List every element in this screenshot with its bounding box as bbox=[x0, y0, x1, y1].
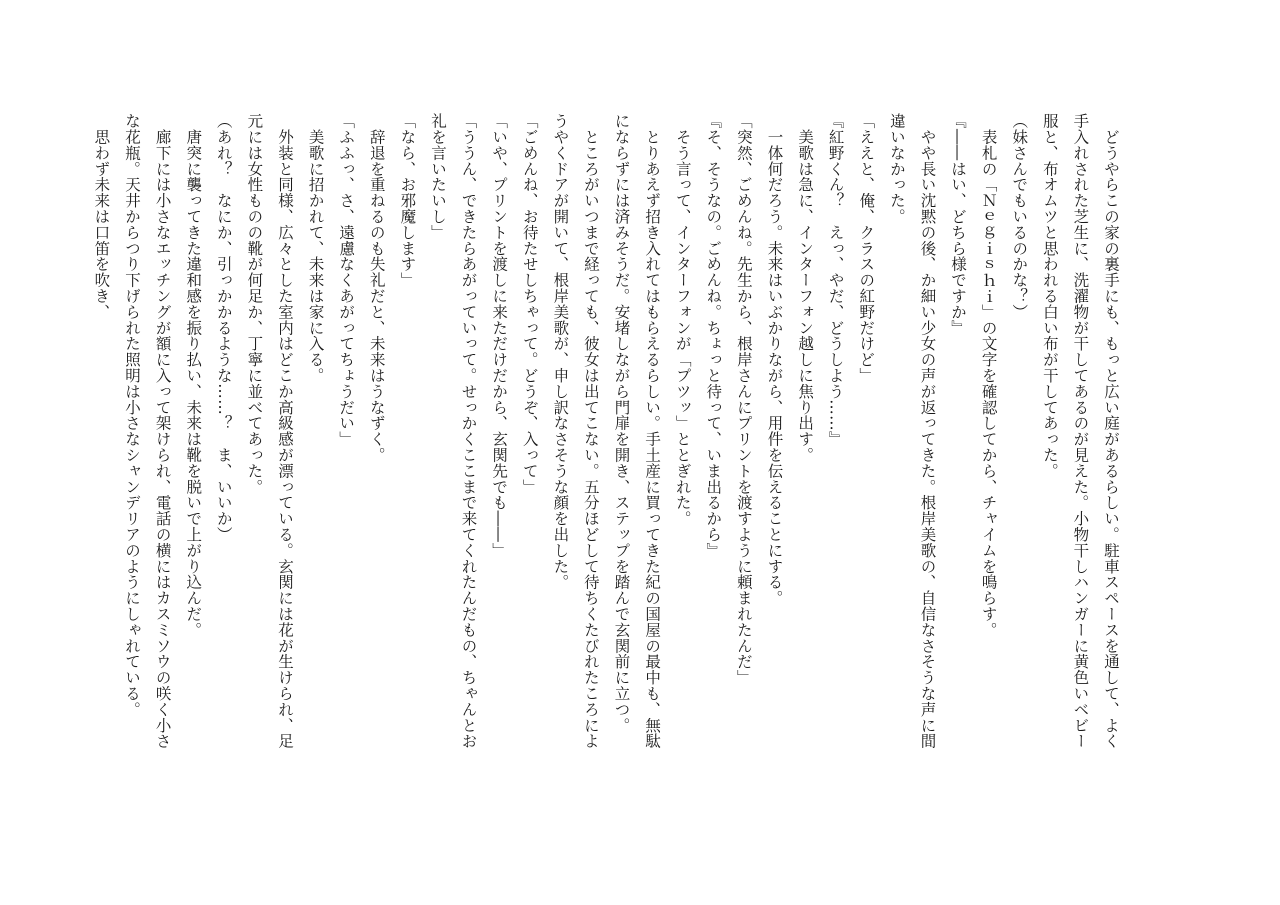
text-line: 美歌に招かれて、未来は家に入る。 bbox=[306, 113, 325, 384]
text-line: （あれ？ なにか、引っかかるような……？ ま、いいか） bbox=[214, 113, 233, 543]
text-line: にならずには済みそうだ。安堵しながら門扉を開き、ステップを踏んで玄関前に立つ。 bbox=[612, 113, 631, 734]
text-line: とりあえず招き入れてはもらえるらしい。手土産に買ってきた紀の国屋の最中も、無駄 bbox=[643, 113, 662, 749]
text-line: 外装と同様、広々とした室内はどこか高級感が漂っている。玄関には花が生けられ、足 bbox=[275, 113, 294, 749]
text-line: 礼を言いたいし」 bbox=[428, 113, 447, 241]
text-line: 「ううん、できたらあがっていって。せっかくここまで来てくれたんだもの、ちゃんとお bbox=[459, 113, 478, 749]
text-line: な花瓶。天井からつり下げられた照明は小さなシャンデリアのようにしゃれている。 bbox=[123, 113, 141, 718]
text-line: 「いや、プリントを渡しに来ただけだから、玄関先でも――」 bbox=[490, 113, 509, 559]
text-line: 手入れされた芝生に、洗濯物が干してあるのが見えた。小物干しハンガーに黄色いベビー bbox=[1071, 113, 1090, 749]
text-line: 「ええと、俺、クラスの紅野だけど」 bbox=[857, 113, 876, 384]
text-line: ところがいつまで経っても、彼女は出てこない。五分ほどして待ちくたびれたころによ bbox=[581, 113, 600, 749]
text-line: 違いなかった。 bbox=[887, 113, 906, 225]
text-line: どうやらこの家の裏手にも、もっと広い庭があるらしい。駐車スペースを通して、よく bbox=[1102, 113, 1120, 749]
text-line: 『――はい、どちら様ですか』 bbox=[949, 113, 968, 336]
text-line: 「突然、ごめんね。先生から、根岸さんにプリントを渡すように頼まれたんだ」 bbox=[734, 113, 753, 686]
text-line: 思わず未来は口笛を吹き、 bbox=[92, 113, 111, 320]
text-line: 「なら、お邪魔します」 bbox=[398, 113, 417, 288]
vertical-text-body bbox=[86, 113, 1126, 763]
text-line: 唐突に襲ってきた違和感を振り払い、未来は靴を脱いで上がり込んだ。 bbox=[184, 113, 203, 638]
text-line: 辞退を重ねるのも失礼だと、未来はうなずく。 bbox=[367, 113, 386, 463]
text-line: 廊下には小さなエッチングが額に入って架けられ、電話の横にはカスミソウの咲く小さ bbox=[153, 113, 172, 749]
text-line: 一体何だろう。未来はいぶかりながら、用件を伝えることにする。 bbox=[765, 113, 784, 606]
text-line: （妹さんでもいるのかな？） bbox=[1010, 113, 1029, 320]
text-line: 美歌は急に、インターフォン越しに焦り出す。 bbox=[796, 113, 815, 463]
text-line: 「ふふっ、さ、遠慮なくあがってちょうだい」 bbox=[337, 113, 356, 447]
text-line: 『紅野くん？ えっ、やだ、どうしよう……』 bbox=[826, 113, 845, 447]
text-line: 表札の「Ｎｅｇｉｓｈｉ」の文字を確認してから、チャイムを鳴らす。 bbox=[979, 113, 998, 638]
text-line: うやくドアが開いて、根岸美歌が、申し訳なさそうな顔を出した。 bbox=[551, 113, 570, 590]
text-line: 服と、布オムツと思われる白い布が干してあった。 bbox=[1040, 113, 1059, 479]
text-line: そう言って、インターフォンが「プツッ」ととぎれた。 bbox=[673, 113, 692, 527]
text-line: 「ごめんね、お待たせしちゃって。どうぞ、入って」 bbox=[520, 113, 539, 495]
text-line: やや長い沈黙の後、か細い少女の声が返ってきた。根岸美歌の、自信なさそうな声に間 bbox=[918, 113, 937, 749]
text-line: 元には女性ものの靴が何足か、丁寧に並べてあった。 bbox=[245, 113, 264, 495]
text-line: 『そ、そうなの。ごめんね。ちょっと待って、いま出るから』 bbox=[704, 113, 723, 559]
